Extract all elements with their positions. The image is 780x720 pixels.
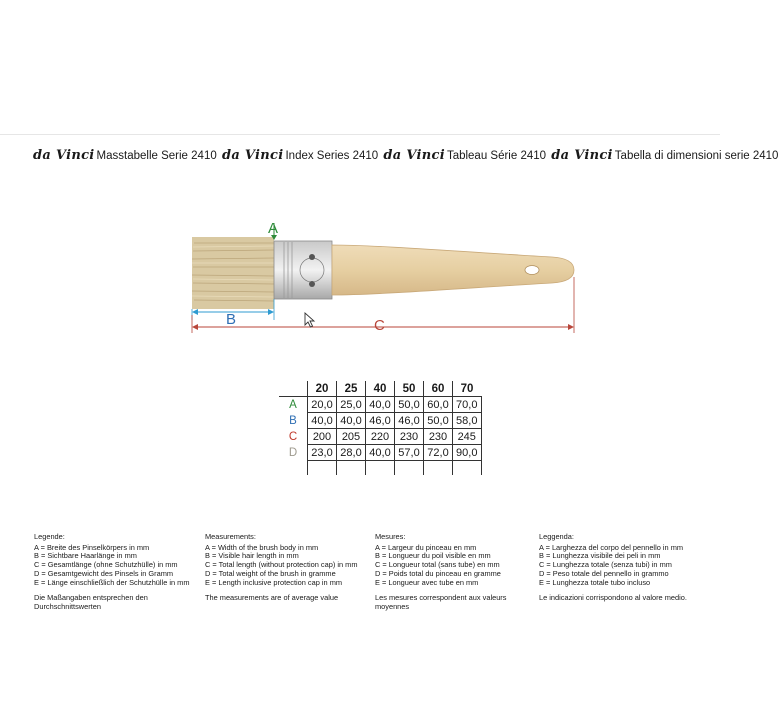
table-cell: 58,0 bbox=[453, 413, 482, 429]
legend-line: A = Larghezza del corpo del pennello in mm bbox=[539, 542, 684, 552]
row-label: A bbox=[289, 398, 297, 411]
legend-line: C = Longueur total (sans tube) en mm bbox=[375, 560, 500, 570]
column-header: 20 bbox=[308, 381, 337, 397]
table-empty-cell bbox=[337, 461, 366, 476]
table-row bbox=[279, 413, 481, 429]
dimensions-table bbox=[279, 381, 482, 475]
table-empty-row bbox=[279, 461, 481, 476]
brand-logo: da Vinci bbox=[551, 148, 613, 163]
header-title-fr: Tableau Série 2410 bbox=[446, 150, 547, 162]
table-cell: 40,0 bbox=[337, 413, 366, 429]
table-cell: 57,0 bbox=[395, 445, 424, 461]
bristles bbox=[192, 237, 274, 309]
legend-title: Mesures: bbox=[375, 532, 406, 541]
legend-line: E = Length inclusive protection cap in mm bbox=[205, 577, 343, 587]
legend-line: C = Gesamtlänge (ohne Schutzhülle) in mm bbox=[34, 560, 178, 570]
table-cell: 230 bbox=[395, 429, 424, 445]
legend-line: D = Total weight of the brush in gramme bbox=[205, 568, 336, 578]
legend-line: E = Länge einschließlich der Schutzhülle in mm bbox=[34, 577, 190, 587]
brush-figure bbox=[180, 215, 580, 345]
legend-line: A = Largeur du pinceau en mm bbox=[375, 542, 477, 552]
dimension-a-label: A bbox=[268, 220, 279, 237]
row-label: C bbox=[288, 430, 298, 443]
legend-title: Measurements: bbox=[205, 532, 256, 541]
legend-line: B = Longueur du poil visible en mm bbox=[375, 551, 491, 561]
table-empty-cell bbox=[279, 461, 308, 476]
header-part-fr bbox=[383, 150, 546, 162]
legend-line: D = Peso totale del pennello in grammo bbox=[539, 568, 669, 578]
legend-french bbox=[375, 533, 545, 612]
table-row bbox=[279, 397, 481, 413]
header-strip bbox=[33, 148, 780, 163]
legend-line: D = Poids total du pinceau en gramme bbox=[375, 568, 501, 578]
table-cell: 25,0 bbox=[337, 397, 366, 413]
table-cell: 40,0 bbox=[366, 397, 395, 413]
table-empty-cell bbox=[308, 461, 337, 476]
legend-line: A = Width of the brush body in mm bbox=[205, 542, 319, 552]
header-part-it bbox=[551, 150, 778, 162]
table-cell: 23,0 bbox=[308, 445, 337, 461]
header-title-de: Masstabelle Serie 2410 bbox=[96, 150, 217, 162]
table-corner bbox=[279, 381, 308, 397]
table-empty-cell bbox=[424, 461, 453, 476]
table-row bbox=[279, 445, 481, 461]
table-cell: 230 bbox=[424, 429, 453, 445]
column-header: 40 bbox=[366, 381, 395, 397]
table-cell: 50,0 bbox=[424, 413, 453, 429]
ferrule bbox=[274, 241, 332, 299]
column-header: 70 bbox=[453, 381, 482, 397]
table-header-row bbox=[279, 381, 481, 397]
column-header: 25 bbox=[337, 381, 366, 397]
legend-line: C = Total length (without protection cap) in mm bbox=[205, 560, 358, 570]
legend-note: The measurements are of average value bbox=[205, 593, 339, 603]
header-title-en: Index Series 2410 bbox=[285, 150, 379, 162]
table-empty-cell bbox=[366, 461, 395, 476]
column-header: 50 bbox=[395, 381, 424, 397]
table-empty-cell bbox=[395, 461, 424, 476]
legend-line: B = Visible hair length in mm bbox=[205, 551, 299, 561]
header-part-de bbox=[33, 150, 217, 162]
dimensions-table-wrap bbox=[279, 381, 482, 475]
row-label: B bbox=[289, 414, 297, 427]
top-divider bbox=[0, 134, 720, 135]
legend-line: E = Lunghezza totale tubo incluso bbox=[539, 577, 651, 587]
legend-line: D = Gesamtgewicht des Pinsels in Gramm bbox=[34, 568, 174, 578]
legend-line: A = Breite des Pinselkörpers in mm bbox=[34, 542, 150, 552]
table-cell: 220 bbox=[366, 429, 395, 445]
table-cell: 90,0 bbox=[453, 445, 482, 461]
table-body bbox=[279, 397, 481, 476]
legend-note: Die Maßangaben entsprechen den Durchschnittswerten bbox=[34, 593, 148, 611]
table-cell: 40,0 bbox=[308, 413, 337, 429]
hang-hole-icon bbox=[525, 266, 539, 275]
table-cell: 46,0 bbox=[366, 413, 395, 429]
table-cell: 200 bbox=[308, 429, 337, 445]
legend-line: B = Lunghezza visibile dei peli in mm bbox=[539, 551, 661, 561]
table-cell: 46,0 bbox=[395, 413, 424, 429]
table-cell: 72,0 bbox=[424, 445, 453, 461]
table-cell: 60,0 bbox=[424, 397, 453, 413]
table-cell: 50,0 bbox=[395, 397, 424, 413]
wooden-handle bbox=[332, 245, 574, 295]
dimension-c-label: C bbox=[374, 317, 385, 334]
legend-line: C = Lunghezza totale (senza tubi) in mm bbox=[539, 560, 672, 570]
header-title-it: Tabella di dimensioni serie 2410 bbox=[614, 150, 779, 162]
legend-note: Le indicazioni corrispondono al valore medio. bbox=[539, 593, 687, 603]
legend-note: Les mesures correspondent aux valeurs moyennes bbox=[375, 593, 507, 611]
table-cell: 245 bbox=[453, 429, 482, 445]
column-header: 60 bbox=[424, 381, 453, 397]
table-cell: 205 bbox=[337, 429, 366, 445]
mouse-cursor-icon bbox=[304, 312, 316, 328]
legend-german bbox=[34, 533, 204, 612]
legend-line: E = Longueur avec tube en mm bbox=[375, 577, 479, 587]
brand-logo: da Vinci bbox=[221, 148, 284, 163]
legend-line: B = Sichtbare Haarlänge in mm bbox=[34, 551, 137, 561]
dimension-b-label: B bbox=[226, 311, 237, 328]
legend-title: Legende: bbox=[34, 532, 65, 541]
table-cell: 28,0 bbox=[337, 445, 366, 461]
legend-title: Leggenda: bbox=[539, 532, 574, 541]
table-cell: 40,0 bbox=[366, 445, 395, 461]
row-label: D bbox=[288, 446, 298, 459]
table-cell: 20,0 bbox=[308, 397, 337, 413]
brand-logo: da Vinci bbox=[33, 148, 95, 163]
header-part-en bbox=[222, 150, 378, 162]
brand-logo: da Vinci bbox=[383, 148, 445, 163]
table-cell: 70,0 bbox=[453, 397, 482, 413]
table-empty-cell bbox=[453, 461, 482, 476]
legend-italian bbox=[539, 533, 709, 603]
table-row bbox=[279, 429, 481, 445]
legend-english bbox=[205, 533, 375, 603]
